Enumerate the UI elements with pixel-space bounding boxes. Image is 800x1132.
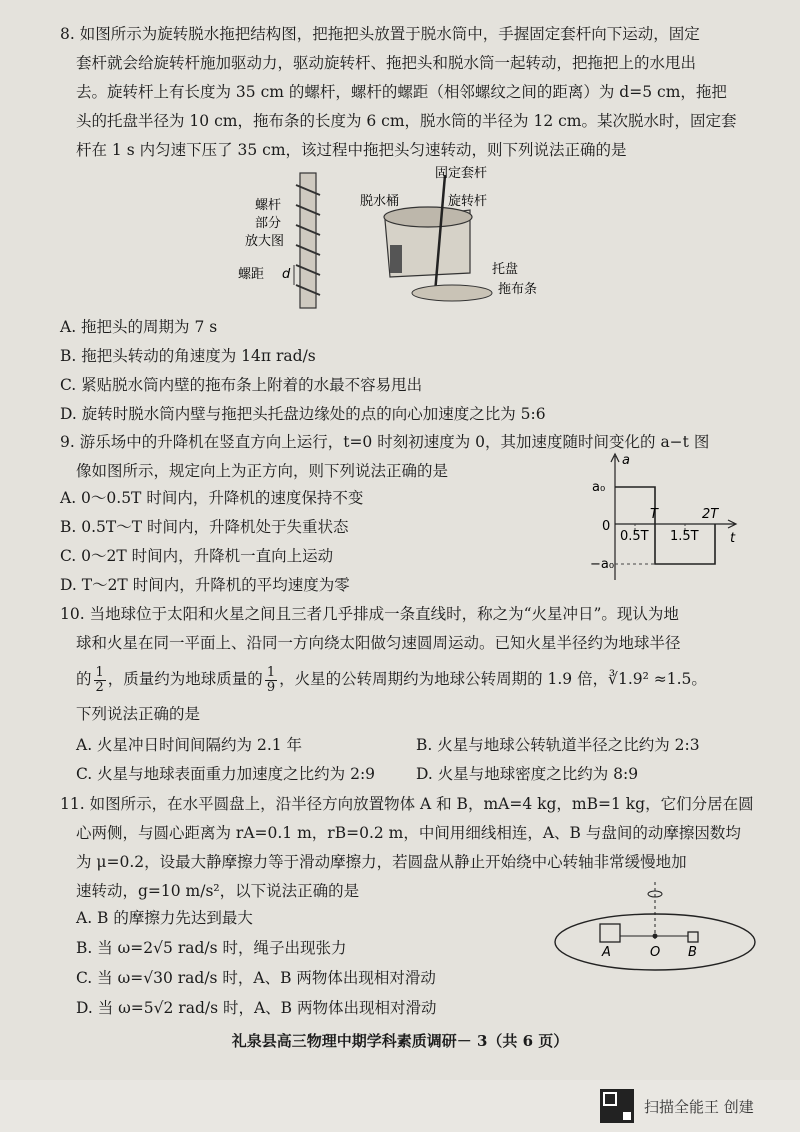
q8-line: 8. 如图所示为旋转脱水拖把结构图，把拖把头放置于脱水筒中，手握固定套杆向下运动，固定 <box>60 25 700 43</box>
t-1.5T-label: 1.5T <box>670 529 699 544</box>
label-a: A <box>602 945 611 960</box>
q8-line: 去。旋转杆上有长度为 35 cm 的螺杆，螺杆的螺距（相邻螺纹之间的距离）为 d=5 cm，拖把 <box>76 83 727 101</box>
q8-option-a: A. 拖把头的周期为 7 s <box>60 318 218 336</box>
q10-option-b: B. 火星与地球公转轨道半径之比约为 2:3 <box>416 736 700 754</box>
fraction-ninth: $\frac{1}{9}$ <box>266 664 276 695</box>
t-T-label: T <box>650 507 658 522</box>
q8-option-d: D. 旋转时脱水筒内壁与拖把头托盘边缘处的点的向心加速度之比为 5:6 <box>60 405 546 423</box>
t-0.5T-label: 0.5T <box>620 529 649 544</box>
watermark-text: 扫描全能王 创建 <box>644 1097 754 1116</box>
scanner-watermark <box>600 1088 754 1124</box>
a0-label: a₀ <box>592 480 606 495</box>
part-label: 部分 <box>255 216 282 231</box>
t-2T-label: 2T <box>702 507 719 522</box>
mop-strip-label: 拖布条 <box>498 282 538 297</box>
q9-line: 9. 游乐场中的升降机在竖直方向上运行，t=0 时刻初速度为 0，其加速度随时间变化的 a−t 图 <box>60 433 710 451</box>
qr-code-icon <box>600 1089 634 1123</box>
q9-option-b: B. 0.5T～T 时间内，升降机处于失重状态 <box>60 518 349 536</box>
disk-ellipse <box>555 914 755 970</box>
question-10 <box>60 600 760 729</box>
rotating-rod-label: 旋转杆 <box>448 194 488 209</box>
screw-label: 螺杆 <box>255 198 282 213</box>
page-footer: 礼泉县高三物理中期学科素质调研－ 3（共 6 页） <box>231 1032 569 1050</box>
x-axis-label: t <box>730 531 736 546</box>
q8-line: 套杆就会给旋转杆施加驱动力，驱动旋转杆、拖把头和脱水筒一起转动，把拖把上的水甩出 <box>76 54 697 72</box>
y-axis-label: a <box>622 453 630 468</box>
q10-line: 10. 当地球位于太阳和火星之间且三者几乎排成一条直线时，称之为“火星冲日”。现认为地 <box>60 605 679 623</box>
q9-option-c: C. 0～2T 时间内，升降机一直向上运动 <box>60 547 334 565</box>
q8-option-c: C. 紧贴脱水筒内壁的拖布条上附着的水最不容易甩出 <box>60 376 423 394</box>
bucket-label: 脱水桶 <box>360 194 400 209</box>
q11-option-a: A. B 的摩擦力先达到最大 <box>76 909 253 927</box>
origin-label: 0 <box>602 519 611 534</box>
q11-option-c: C. 当 ω=√30 rad/s 时，A、B 两物体出现相对滑动 <box>76 969 436 987</box>
pitch-label: 螺距 <box>238 267 265 282</box>
rotating-disk-figure <box>550 880 765 985</box>
block-a <box>600 924 620 942</box>
q11-line: 心两侧，与圆心距离为 rA=0.1 m，rB=0.2 m，中间用细线相连，A、B 与盘间的动摩擦因数均 <box>76 824 741 842</box>
q10-option-a: A. 火星冲日时间间隔约为 2.1 年 <box>76 736 303 754</box>
neg-a0-label: −a₀ <box>590 557 615 572</box>
q10-text: ，质量约为地球质量的 <box>107 670 263 688</box>
label-b: B <box>688 945 697 960</box>
q8-option-b: B. 拖把头转动的角速度为 14π rad/s <box>60 347 316 365</box>
tray-label: 托盘 <box>492 262 519 277</box>
screw-enlarged-diagram <box>294 173 320 308</box>
fixed-sleeve-label: 固定套杆 <box>435 166 488 181</box>
question-8 <box>60 20 760 165</box>
q9-option-d: D. T～2T 时间内，升降机的平均速度为零 <box>60 576 350 594</box>
q8-line: 头的托盘半径为 10 cm，拖布条的长度为 6 cm，脱水筒的半径为 12 cm。某次脱水时，固定套 <box>76 112 737 130</box>
q11-line: 为 μ=0.2，设最大静摩擦力等于滑动摩擦力，若圆盘从静止开始绕中心转轴非常缓慢地加 <box>76 853 687 871</box>
q11-option-d: D. 当 ω=5√2 rad/s 时，A、B 两物体出现相对滑动 <box>76 999 437 1017</box>
q10-text: ，火星的公转周期约为地球公转周期的 1.9 倍，∛1.9² ≈1.5。 <box>279 670 707 688</box>
q11-line: 速转动，g=10 m/s²，以下说法正确的是 <box>76 882 360 900</box>
q8-line: 杆在 1 s 内匀速下压了 35 cm，该过程中拖把头匀速转动，则下列说法正确的是 <box>76 141 627 159</box>
a-t-graph <box>590 452 740 584</box>
positive-segment <box>615 487 655 524</box>
q10-option-d: D. 火星与地球密度之比约为 8:9 <box>416 765 639 783</box>
pitch-d-label: d <box>282 267 291 282</box>
q10-line: 球和火星在同一平面上、沿同一方向绕太阳做匀速圆周运动。已知火星半径约为地球半径 <box>76 634 681 652</box>
q10-line: 下列说法正确的是 <box>76 705 201 723</box>
enlarged-label: 放大图 <box>245 234 285 249</box>
label-o: O <box>650 945 661 960</box>
block-b <box>688 932 698 942</box>
fraction-half: $\frac{1}{2}$ <box>95 664 104 695</box>
q11-line: 11. 如图所示，在水平圆盘上，沿半径方向放置物体 A 和 B，mA=4 kg，mB=1 kg，它们分居在圆 <box>60 795 754 813</box>
q9-option-a: A. 0～0.5T 时间内，升降机的速度保持不变 <box>60 489 364 507</box>
q11-option-b: B. 当 ω=2√5 rad/s 时，绳子出现张力 <box>76 939 347 957</box>
q10-option-c: C. 火星与地球表面重力加速度之比约为 2:9 <box>76 765 376 783</box>
q10-line-with-fractions <box>60 658 760 700</box>
q10-text: 的 <box>76 670 92 688</box>
q9-line: 像如图所示，规定向上为正方向，则下列说法正确的是 <box>76 462 449 480</box>
mop-structure-figure <box>230 165 560 310</box>
